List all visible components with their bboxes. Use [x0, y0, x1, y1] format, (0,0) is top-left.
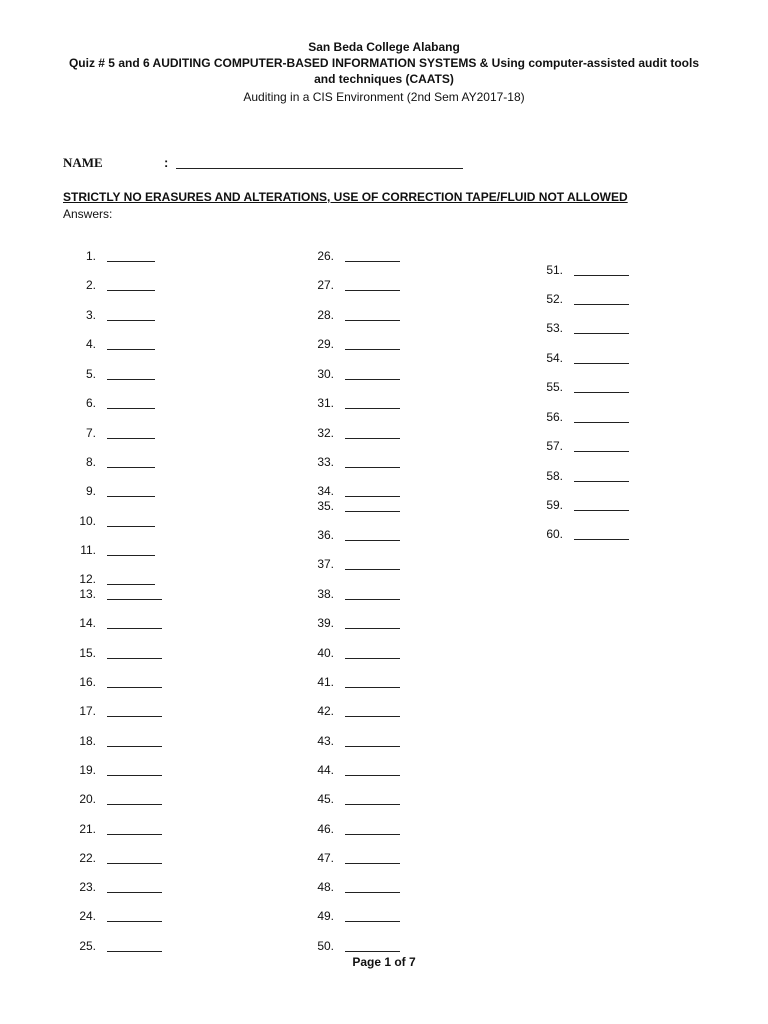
answer-item — [56, 880, 166, 894]
answer-number: 47. — [317, 851, 334, 865]
name-colon: : — [164, 155, 169, 170]
answer-blank[interactable] — [107, 496, 155, 497]
answer-blank[interactable] — [574, 304, 629, 305]
answer-item — [56, 543, 166, 557]
answer-blank[interactable] — [345, 290, 400, 291]
answer-number: 17. — [79, 704, 96, 718]
answer-blank[interactable] — [107, 526, 155, 527]
answer-blank[interactable] — [345, 261, 400, 262]
answer-number: 59. — [546, 498, 563, 512]
answer-number: 50. — [317, 939, 334, 953]
answer-number: 24. — [79, 909, 96, 923]
answer-blank[interactable] — [107, 349, 155, 350]
answer-blank[interactable] — [345, 892, 400, 893]
answer-item — [56, 822, 166, 836]
answer-number: 36. — [317, 528, 334, 542]
answer-item — [523, 410, 633, 424]
answer-item — [56, 646, 166, 660]
answer-blank[interactable] — [107, 804, 162, 805]
answer-number: 10. — [79, 514, 96, 528]
answer-item — [523, 351, 633, 365]
answer-blank[interactable] — [107, 658, 162, 659]
answer-blank[interactable] — [107, 628, 162, 629]
answer-item — [56, 851, 166, 865]
answer-item — [56, 734, 166, 748]
answer-item — [294, 426, 404, 440]
answer-item — [294, 557, 404, 571]
answer-item — [294, 734, 404, 748]
answer-item — [523, 292, 633, 306]
answer-blank[interactable] — [574, 451, 629, 452]
answer-blank[interactable] — [345, 599, 400, 600]
answer-item — [56, 675, 166, 689]
answer-number: 25. — [79, 939, 96, 953]
answer-number: 43. — [317, 734, 334, 748]
answer-number: 3. — [85, 308, 96, 322]
answer-blank[interactable] — [574, 363, 629, 364]
answer-item — [294, 278, 404, 292]
answer-number: 28. — [317, 308, 334, 322]
answer-number: 41. — [317, 675, 334, 689]
answer-number: 32. — [317, 426, 334, 440]
answer-number: 58. — [546, 469, 563, 483]
answer-item — [294, 822, 404, 836]
answer-number: 53. — [546, 321, 563, 335]
answer-number: 13. — [79, 587, 96, 601]
answer-number: 52. — [546, 292, 563, 306]
answer-blank[interactable] — [345, 628, 400, 629]
answer-blank[interactable] — [107, 775, 162, 776]
answer-item — [294, 616, 404, 630]
answer-blank[interactable] — [574, 333, 629, 334]
answer-number: 30. — [317, 367, 334, 381]
answer-number: 38. — [317, 587, 334, 601]
answer-item — [56, 249, 166, 263]
answer-number: 5. — [85, 367, 96, 381]
answer-blank[interactable] — [345, 438, 400, 439]
answer-blank[interactable] — [107, 687, 162, 688]
answer-number: 26. — [317, 249, 334, 263]
warning-notice: STRICTLY NO ERASURES AND ALTERATIONS, USE OF CORRECTION TAPE/FLUID NOT ALLOWED — [63, 190, 628, 204]
answer-number: 27. — [317, 278, 334, 292]
answer-item — [56, 704, 166, 718]
answer-item — [294, 763, 404, 777]
answer-item — [294, 455, 404, 469]
answer-number: 35. — [317, 499, 334, 513]
answer-blank[interactable] — [107, 716, 162, 717]
answer-item — [294, 675, 404, 689]
answer-number: 39. — [317, 616, 334, 630]
answer-number: 31. — [317, 396, 334, 410]
answer-item — [294, 646, 404, 660]
answer-number: 19. — [79, 763, 96, 777]
answer-number: 48. — [317, 880, 334, 894]
answer-item — [294, 249, 404, 263]
answer-blank[interactable] — [574, 392, 629, 393]
answer-number: 46. — [317, 822, 334, 836]
answer-item — [56, 909, 166, 923]
answer-number: 54. — [546, 351, 563, 365]
answer-blank[interactable] — [107, 438, 155, 439]
answer-blank[interactable] — [107, 320, 155, 321]
answer-blank[interactable] — [345, 687, 400, 688]
answer-item — [523, 527, 633, 541]
answer-item — [294, 499, 404, 513]
answer-number: 23. — [79, 880, 96, 894]
answer-item — [294, 792, 404, 806]
answer-number: 11. — [80, 543, 96, 557]
answer-item — [294, 939, 404, 953]
quiz-title: Quiz # 5 and 6 AUDITING COMPUTER-BASED INFORMATION SYSTEMS & Using computer-assisted audit tools — [68, 56, 700, 70]
answer-blank[interactable] — [107, 408, 155, 409]
answer-number: 55. — [546, 380, 563, 394]
answer-blank[interactable] — [574, 275, 629, 276]
answer-blank[interactable] — [107, 834, 162, 835]
answer-blank[interactable] — [107, 951, 162, 952]
name-field[interactable] — [176, 168, 463, 169]
answer-number: 51. — [546, 263, 563, 277]
answer-blank[interactable] — [107, 921, 162, 922]
answer-item — [294, 337, 404, 351]
answer-item — [56, 337, 166, 351]
answer-number: 1. — [85, 249, 96, 263]
answer-item — [56, 308, 166, 322]
answer-blank[interactable] — [345, 804, 400, 805]
answer-number: 21. — [79, 822, 96, 836]
answer-item — [294, 367, 404, 381]
answer-blank[interactable] — [345, 496, 400, 497]
answer-blank[interactable] — [345, 511, 400, 512]
answer-number: 60. — [546, 527, 563, 541]
answer-item — [56, 455, 166, 469]
answer-blank[interactable] — [107, 599, 162, 600]
answer-blank[interactable] — [107, 379, 155, 380]
answer-blank[interactable] — [345, 775, 400, 776]
answer-item — [56, 367, 166, 381]
answer-number: 33. — [317, 455, 334, 469]
answer-item — [294, 528, 404, 542]
answer-blank[interactable] — [107, 555, 155, 556]
answer-number: 37. — [317, 557, 334, 571]
page-number: Page 1 of 7 — [352, 955, 416, 969]
answer-blank[interactable] — [107, 584, 155, 585]
answer-blank[interactable] — [345, 379, 400, 380]
answer-blank[interactable] — [107, 746, 162, 747]
answer-number: 8. — [85, 455, 96, 469]
answer-item — [56, 763, 166, 777]
answer-number: 45. — [317, 792, 334, 806]
answer-item — [294, 704, 404, 718]
answer-item — [523, 469, 633, 483]
answer-number: 56. — [546, 410, 563, 424]
answer-item — [56, 587, 166, 601]
answer-blank[interactable] — [574, 422, 629, 423]
school-name: San Beda College Alabang — [308, 40, 460, 54]
answer-item — [294, 851, 404, 865]
answer-item — [56, 572, 166, 586]
answer-blank[interactable] — [574, 481, 629, 482]
answer-number: 34. — [317, 484, 334, 498]
answer-item — [56, 939, 166, 953]
answer-item — [523, 321, 633, 335]
answer-item — [523, 263, 633, 277]
answer-blank[interactable] — [345, 746, 400, 747]
answer-blank[interactable] — [345, 834, 400, 835]
answer-number: 16. — [79, 675, 96, 689]
answer-blank[interactable] — [345, 658, 400, 659]
answer-number: 14. — [79, 616, 96, 630]
answer-item — [56, 792, 166, 806]
answer-blank[interactable] — [345, 349, 400, 350]
answer-item — [523, 439, 633, 453]
name-label: NAME — [63, 155, 103, 170]
answer-item — [56, 484, 166, 498]
course-subtitle: Auditing in a CIS Environment (2nd Sem AY2017-18) — [243, 90, 525, 104]
answer-number: 22. — [79, 851, 96, 865]
answer-blank[interactable] — [107, 892, 162, 893]
answer-item — [294, 909, 404, 923]
answer-blank[interactable] — [107, 467, 155, 468]
answer-blank[interactable] — [345, 540, 400, 541]
answer-number: 49. — [317, 909, 334, 923]
answer-blank[interactable] — [107, 261, 155, 262]
answer-number: 18. — [79, 734, 96, 748]
answer-blank[interactable] — [345, 320, 400, 321]
answer-number: 4. — [85, 337, 96, 351]
answer-item — [56, 396, 166, 410]
answer-number: 44. — [317, 763, 334, 777]
answer-item — [294, 396, 404, 410]
answer-item — [523, 380, 633, 394]
answer-number: 40. — [317, 646, 334, 660]
answer-blank[interactable] — [107, 290, 155, 291]
answer-number: 42. — [317, 704, 334, 718]
answer-blank[interactable] — [345, 408, 400, 409]
quiz-title-cont: and techniques (CAATS) — [314, 72, 454, 86]
answer-number: 29. — [317, 337, 334, 351]
answer-item — [294, 587, 404, 601]
answer-blank[interactable] — [574, 510, 629, 511]
answer-item — [523, 498, 633, 512]
answer-item — [294, 484, 404, 498]
answer-blank[interactable] — [345, 569, 400, 570]
answer-blank[interactable] — [574, 539, 629, 540]
answer-item — [56, 278, 166, 292]
answer-number: 15. — [79, 646, 96, 660]
answer-number: 6. — [85, 396, 96, 410]
answer-item — [294, 880, 404, 894]
answer-number: 12. — [79, 572, 96, 586]
answers-label: Answers: — [63, 207, 113, 221]
answer-number: 20. — [79, 792, 96, 806]
answer-item — [294, 308, 404, 322]
answer-number: 2. — [85, 278, 96, 292]
answer-item — [56, 426, 166, 440]
answer-blank[interactable] — [345, 921, 400, 922]
answer-blank[interactable] — [107, 863, 162, 864]
answer-blank[interactable] — [345, 467, 400, 468]
answer-item — [56, 616, 166, 630]
answer-item — [56, 514, 166, 528]
answer-blank[interactable] — [345, 951, 400, 952]
answer-blank[interactable] — [345, 716, 400, 717]
answer-number: 9. — [85, 484, 96, 498]
answer-number: 7. — [85, 426, 96, 440]
answer-blank[interactable] — [345, 863, 400, 864]
answer-number: 57. — [546, 439, 563, 453]
